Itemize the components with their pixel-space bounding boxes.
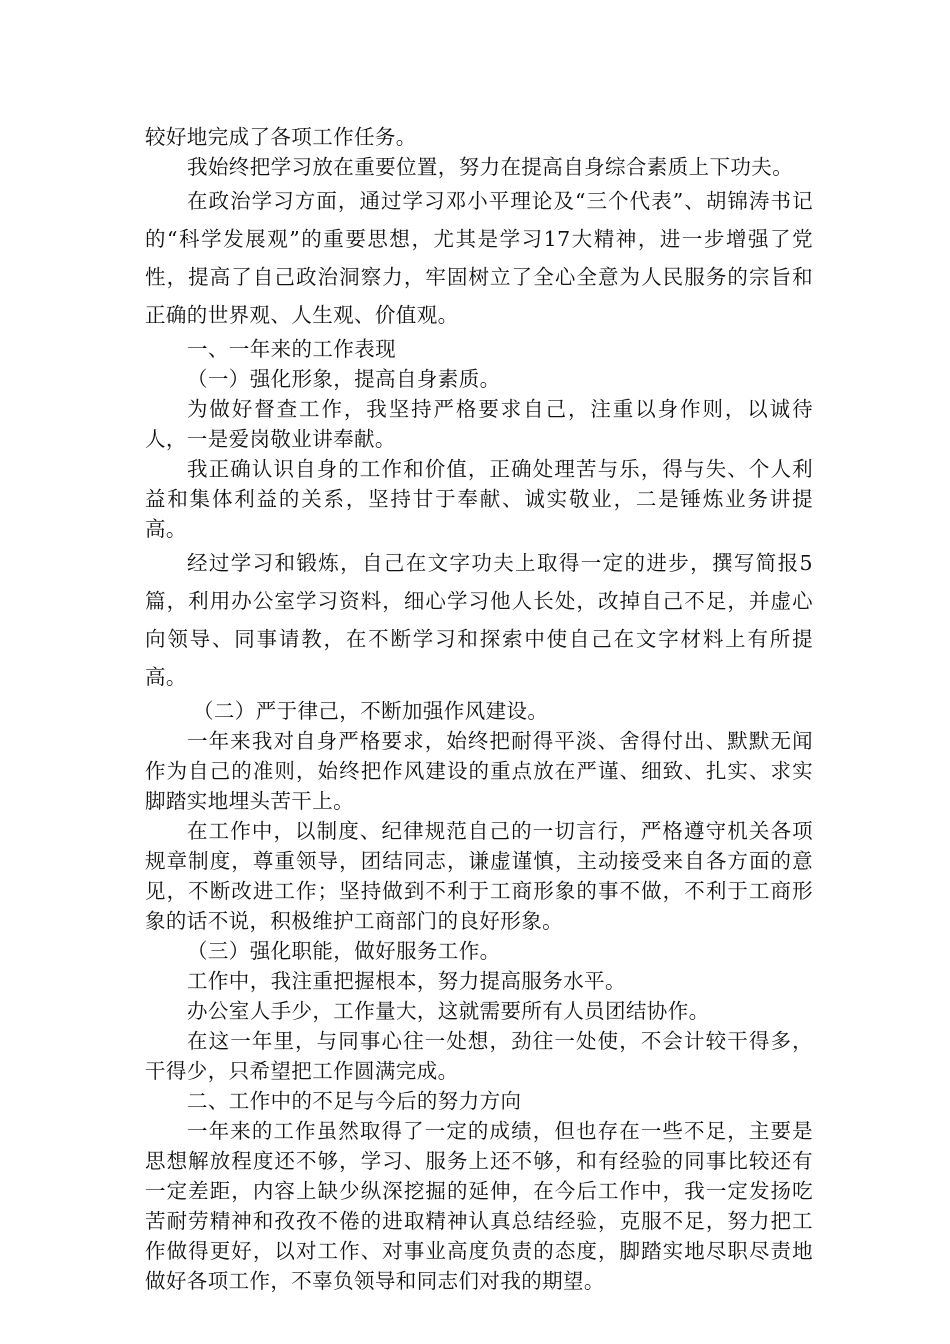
subsection-heading-1: （一）强化形象，提高自身素质。 [187,367,501,391]
subsection-heading-2: （二）严于律己，不断加强作风建设。 [193,699,549,723]
paragraph-study: 我始终把学习放在重要位置，努力在提高自身综合素质上下功夫。 [187,155,794,179]
paragraph-supervision: 为做好督查工作，我坚持严格要求自己，注重以身作则，以诚待人，一是爱岗敬业讲奉献。 [145,397,813,451]
paragraph-political-study: 在政治学习方面，通过学习邓小平理论及“三个代表”、胡锦涛书记的“科学发展观”的重要思想，尤其是学习17大精神，进一步增强了党性，提高了自己政治洞察力，牢固树立了全心全意为人民服务的宗旨和正确的世界观、人生观、价值观。 [145,189,813,327]
paragraph-teamwork: 办公室人手少，工作量大，这就需要所有人员团结协作。 [187,999,710,1023]
paragraph-service: 工作中，我注重把握根本，努力提高服务水平。 [187,969,626,993]
paragraph-continuation: 较好地完成了各项工作任务。 [145,125,417,149]
paragraph-self-discipline: 一年来我对自身严格要求，始终把耐得平淡、舍得付出、默默无闻作为自己的准则，始终把作风建设的重点放在严谨、细致、扎实、求实脚踏实地埋头苦干上。 [145,729,813,813]
paragraph-shortcomings: 一年来的工作虽然取得了一定的成绩，但也存在一些不足，主要是思想解放程度还不够，学习、服务上还不够，和有经验的同事比较还有一定差距，内容上缺少纵深挖掘的延伸，在今后工作中，我一定发扬吃苦耐劳精神和孜孜不倦的进取精神认真总结经验，克服不足，努力把工作做得更好，以对工作、对事业高度负责的态度，脚踏实地尽职尽责地做好各项工作，不辜负领导和同志们对我的期望。 [145,1119,813,1293]
paragraph-colleagues: 在这一年里，与同事心往一处想，劲往一处使，不会计较干得多，干得少，只希望把工作圆满完成。 [145,1029,813,1083]
paragraph-writing: 经过学习和锻炼，自己在文字功夫上取得一定的进步，撰写简报5篇，利用办公室学习资料，细心学习他人长处，改掉自己不足，并虚心向领导、同事请教，在不断学习和探索中使自己在文字材料上有所提高。 [145,551,813,689]
subsection-heading-3: （三）强化职能，做好服务工作。 [187,939,501,963]
paragraph-values: 我正确认识自身的工作和价值，正确处理苦与乐，得与失、个人利益和集体利益的关系，坚持甘于奉献、诚实敬业，二是锤炼业务讲提高。 [145,457,813,541]
document-body [145,122,813,1296]
paragraph-rules: 在工作中，以制度、纪律规范自己的一切言行，严格遵守机关各项规章制度，尊重领导，团结同志，谦虚谨慎，主动接受来自各方面的意见，不断改进工作；坚持做到不利于工商形象的事不做，不利于工商形象的话不说，积极维护工商部门的良好形象。 [145,819,813,933]
section-heading-1: 一、一年来的工作表现 [187,337,396,361]
section-heading-2: 二、工作中的不足与今后的努力方向 [187,1089,522,1113]
